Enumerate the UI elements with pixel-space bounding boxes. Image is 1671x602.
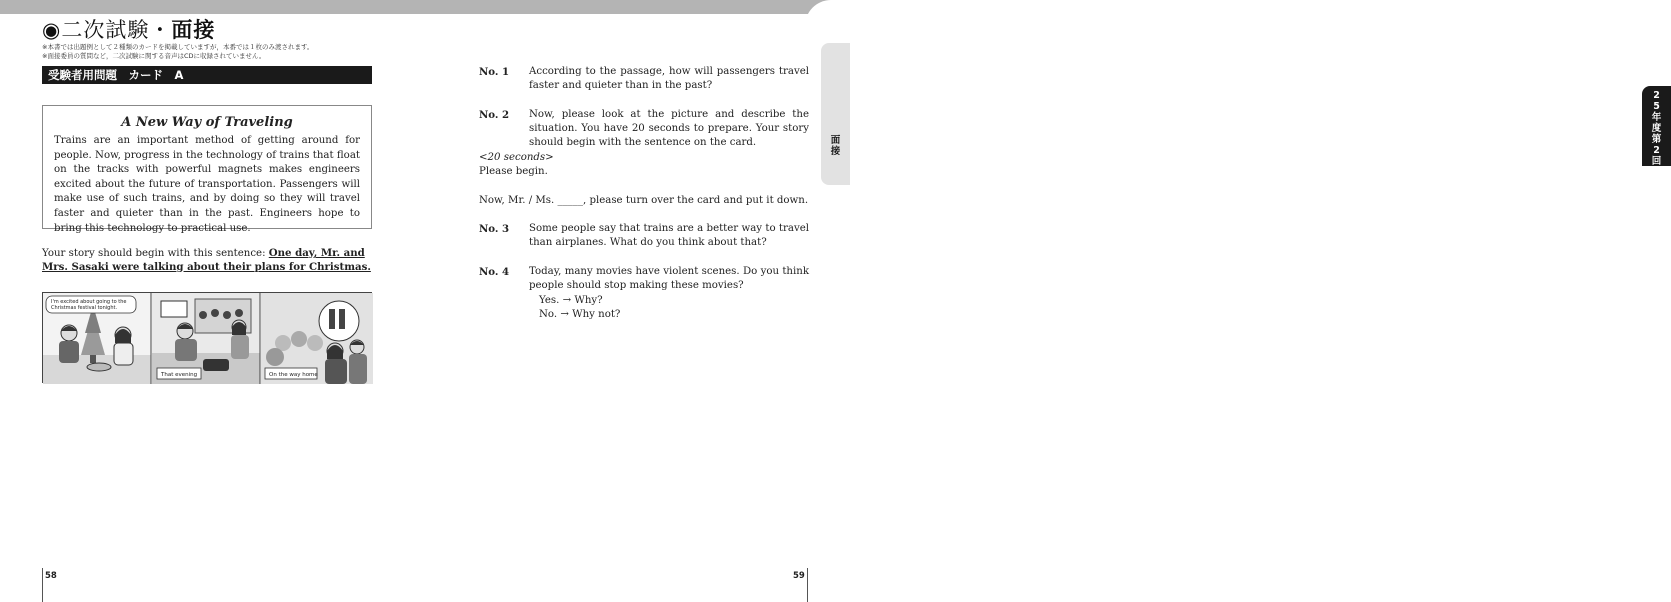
comic-strip	[42, 292, 372, 383]
side-tab-year-label: 25年度第2回	[1651, 90, 1662, 167]
title-bold: 面接	[171, 18, 216, 42]
page-title	[42, 14, 215, 44]
comic-bubble-line2: Christmas festival tonight.	[51, 305, 118, 311]
question-2	[479, 108, 809, 151]
title-main: ◉二次試験・	[42, 18, 172, 42]
comic-panel-2	[152, 293, 260, 384]
right-page-rule	[807, 568, 808, 602]
prep-time: <20 seconds>	[479, 152, 554, 163]
story-first-sentence: One day, Mr. and Mrs. Sasaki were talking about their plans for Christmas.	[42, 247, 371, 273]
question-4-text: Today, many movies have violent scenes. Do you think people should stop making these movies?	[529, 266, 809, 292]
side-tab[interactable]	[821, 43, 1662, 185]
left-page-number: 58	[45, 571, 57, 581]
comic-caption-way-home: On the way home	[269, 372, 318, 378]
turn-over-instruction: Now, Mr. / Ms. _____, please turn over the card and put it down.	[479, 195, 809, 206]
side-tab-year	[1642, 86, 1671, 166]
comic-bubble-text	[51, 299, 128, 311]
side-tab-section-label: 面接	[830, 135, 841, 157]
followup-yes: Yes. → Why?	[539, 295, 603, 306]
question-4-number: No. 4	[479, 266, 510, 278]
passage-text: Trains are an important method of getting around for people. Now, progress in the technology of trains that float on the tracks with powerful magnets makes engineers excited about the future of transportation. Passengers will make use of such trains, and by doing so they will travel faster and quieter than in the past. Engineers hope to bring this technology to practical use.	[54, 135, 360, 234]
question-1-text: According to the passage, how will passengers travel faster and quieter than in the past?	[529, 66, 809, 92]
question-3	[479, 222, 809, 250]
question-3-text: Some people say that trains are a better way to travel than airplanes. What do you think about that?	[529, 223, 809, 249]
note-2: ※面接委員の質問など，二次試験に関する音声はCDに収録されていません。	[42, 52, 266, 60]
comic-panel-3	[261, 293, 373, 384]
passage-title: A New Way of Traveling	[121, 115, 293, 130]
question-1-number: No. 1	[479, 66, 510, 78]
please-begin: Please begin.	[479, 166, 548, 177]
question-3-number: No. 3	[479, 223, 510, 235]
question-1	[479, 65, 809, 93]
story-instruction	[42, 247, 372, 274]
top-header-bar	[0, 0, 850, 14]
passage-box	[42, 105, 372, 234]
note-1: ※本書では出題例として２種類のカードを掲載していますが，本番では１枚のみ渡されます。	[42, 43, 314, 51]
notes	[42, 43, 313, 61]
question-2-text: Now, please look at the picture and describe the situation. You have 20 seconds to prepare. Your story should begin with the sentence on the card.	[529, 109, 809, 149]
comic-illustration	[43, 293, 373, 384]
comic-caption-evening: That evening	[161, 372, 198, 378]
left-page-rule	[42, 568, 43, 602]
story-prefix: Your story should begin with this sentence:	[42, 248, 269, 259]
comic-bubble-line1: I'm excited about going to the	[51, 299, 127, 305]
question-4	[479, 265, 809, 293]
question-2-number: No. 2	[479, 109, 510, 121]
right-page-number: 59	[793, 571, 805, 581]
followup-no: No. → Why not?	[539, 309, 621, 320]
card-label-bar: 受験者用問題 カード A	[42, 66, 372, 84]
